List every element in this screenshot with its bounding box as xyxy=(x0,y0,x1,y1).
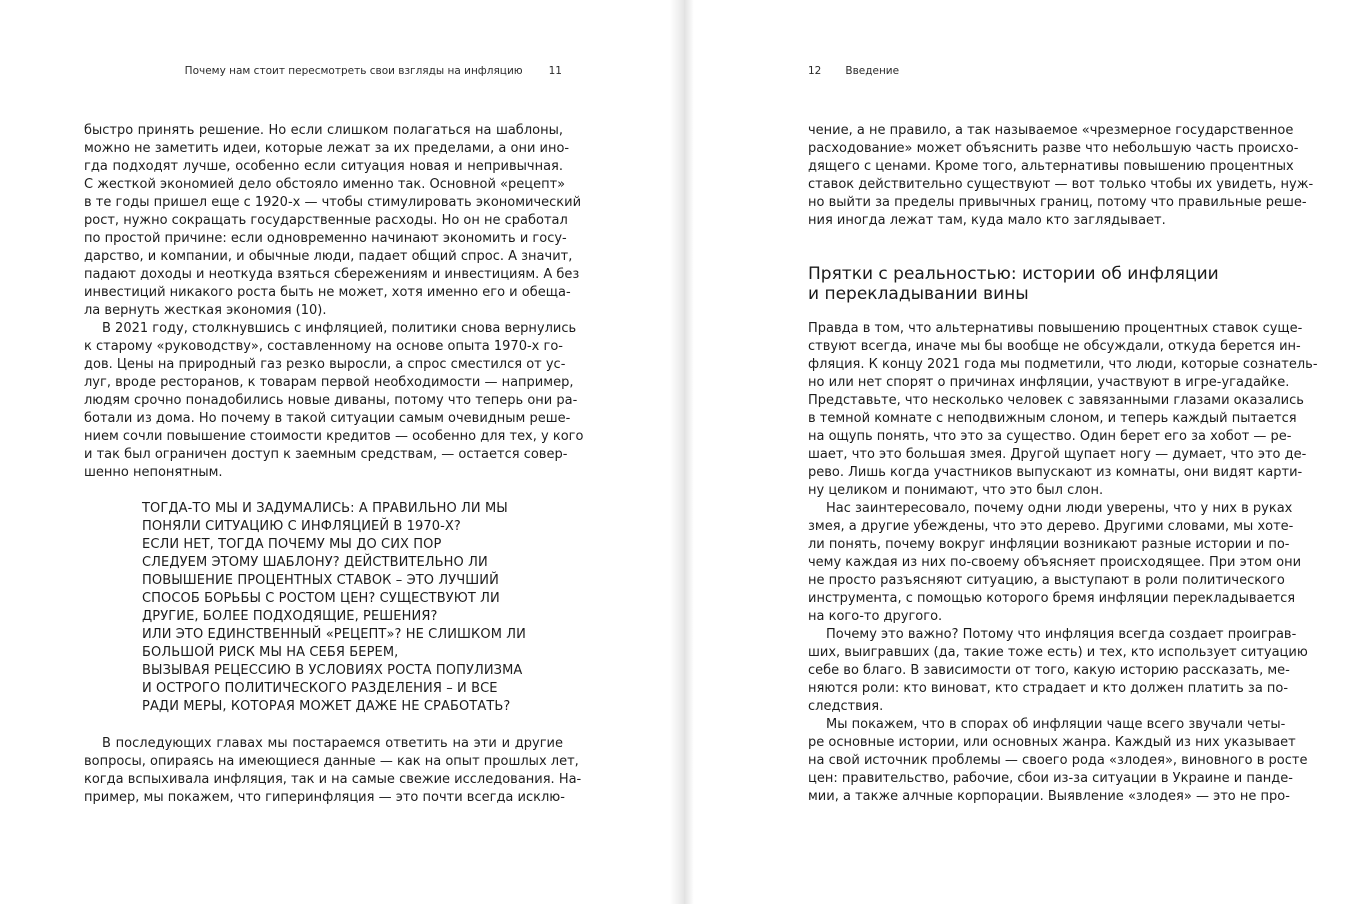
text-line: мии, а также алчные корпорации. Выявление «злодея» — это не про- xyxy=(808,789,1290,804)
left-paragraph-3 xyxy=(84,735,582,807)
text-line: няются роли: кто виноват, кто страдает и кто должен платить за по- xyxy=(808,681,1289,696)
quote-line: ТОГДА-ТО МЫ И ЗАДУМАЛИСЬ: А ПРАВИЛЬНО ЛИ МЫ xyxy=(142,501,508,516)
text-line: расходование» может объяснить разве что небольшую часть происхо- xyxy=(808,141,1299,156)
text-line: дарство, и компании, и обычные люди, падает общий спрос. А значит, xyxy=(84,249,573,264)
text-line: быстро принять решение. Но если слишком полагаться на шаблоны, xyxy=(84,123,563,138)
right-page xyxy=(684,0,1370,904)
text-line: рост, нужно сокращать государственные расходы. Но он не сработал xyxy=(84,213,568,228)
quote-line: ВЫЗЫВАЯ РЕЦЕССИЮ В УСЛОВИЯХ РОСТА ПОПУЛИЗМА xyxy=(142,663,523,678)
quote-line: ПОВЫШЕНИЕ ПРОЦЕНТНЫХ СТАВОК – ЭТО ЛУЧШИЙ xyxy=(142,573,499,588)
running-head-title: Почему нам стоит пересмотреть свои взгляды на инфляцию xyxy=(184,65,523,77)
text-line: ли понять, почему вокруг инфляции возникают разные истории и по- xyxy=(808,537,1290,552)
text-line: ну целиком и понимают, что это был слон. xyxy=(808,483,1104,498)
text-line: пример, мы покажем, что гиперинфляция — это почти всегда исклю- xyxy=(84,790,565,805)
left-page xyxy=(0,0,684,904)
text-line: не просто разъясняют ситуацию, а выступают в роли политического xyxy=(808,573,1285,588)
left-paragraph-1 xyxy=(84,122,584,482)
text-line: можно не заметить идеи, которые лежат за их пределами, а они ино- xyxy=(84,141,570,156)
text-line: шает, что это большая змея. Другой щупает ногу — думает, что это де- xyxy=(808,447,1307,462)
text-line: луг, вроде ресторанов, к товарам первой необходимости — например, xyxy=(84,375,574,390)
text-line: цен: правительство, рабочие, сбои из-за ситуации в Украине и панде- xyxy=(808,771,1293,786)
text-line: в темной комнате с неподвижным слоном, и теперь каждый пытается xyxy=(808,411,1297,426)
text-line: С жесткой экономией дело обстояло именно так. Основной «рецепт» xyxy=(84,177,566,192)
gutter-shadow xyxy=(670,0,684,904)
quote-line: РАДИ МЕРЫ, КОТОРАЯ МОЖЕТ ДАЖЕ НЕ СРАБОТАТЬ? xyxy=(142,699,511,714)
text-line: к старому «руководству», составленному на основе опыта 1970-х го- xyxy=(84,339,563,354)
text-line: ла вернуть жесткая экономия (10). xyxy=(84,303,327,318)
text-line: Мы покажем, что в спорах об инфляции чаще всего звучали четы- xyxy=(826,717,1286,732)
gutter-shadow xyxy=(684,0,694,904)
text-line: людям срочно понадобились новые диваны, потому что теперь они ра- xyxy=(84,393,578,408)
text-line: инструмента, с помощью которого бремя инфляции перекладывается xyxy=(808,591,1296,606)
text-line: В последующих главах мы постараемся ответить на эти и другие xyxy=(102,736,563,751)
text-line: ставок действительно существуют — вот только чтобы их увидеть, нуж- xyxy=(808,177,1314,192)
right-running-head xyxy=(808,65,899,77)
running-head-title: Введение xyxy=(845,65,900,77)
quote-line: И ОСТРОГО ПОЛИТИЧЕСКОГО РАЗДЕЛЕНИЯ – И ВСЕ xyxy=(142,681,498,696)
text-line: Нас заинтересовало, почему одни люди уверены, что у них в руках xyxy=(826,501,1293,516)
text-line: Почему это важно? Потому что инфляция всегда создает проиграв- xyxy=(826,627,1297,642)
quote-line: ДРУГИЕ, БОЛЕЕ ПОДХОДЯЩИЕ, РЕШЕНИЯ? xyxy=(142,609,438,624)
text-line: ших, выигравших (да, такие тоже есть) и тех, кто использует ситуацию xyxy=(808,645,1308,660)
right-paragraph-1 xyxy=(808,122,1314,230)
text-line: на свой источник проблемы — своего рода «злодея», виновного в росте xyxy=(808,753,1308,768)
text-line: инвестиций никакого роста быть не может, хотя именно его и обеща- xyxy=(84,285,571,300)
text-line: себе во благо. В зависимости от того, какую историю рассказать, ме- xyxy=(808,663,1290,678)
quote-line: СПОСОБ БОРЬБЫ С РОСТОМ ЦЕН? СУЩЕСТВУЮТ ЛИ xyxy=(142,591,500,606)
page-number: 12 xyxy=(808,65,822,77)
right-body xyxy=(808,320,1318,806)
text-line: когда вспыхивала инфляция, так и на самые свежие исследования. На- xyxy=(84,772,582,787)
quote-line: ЕСЛИ НЕТ, ТОГДА ПОЧЕМУ МЫ ДО СИХ ПОР xyxy=(142,537,442,552)
text-line: рево. Лишь когда участников выпускают из комнаты, они видят карти- xyxy=(808,465,1303,480)
text-line: змея, а другие убеждены, что это дерево. Другими словами, мы хоте- xyxy=(808,519,1294,534)
text-line: В 2021 году, столкнувшись с инфляцией, политики снова вернулись xyxy=(102,321,577,336)
text-line: ре основные истории, или основных жанра. Каждый из них указывает xyxy=(808,735,1296,750)
text-line: падают доходы и неоткуда взяться сбережениям и инвестициям. А без xyxy=(84,267,580,282)
text-line: но выйти за пределы привычных границ, потому что правильные реше- xyxy=(808,195,1307,210)
text-line: Правда в том, что альтернативы повышению процентных ставок суще- xyxy=(808,321,1303,336)
heading-line: и перекладывании вины xyxy=(808,284,1029,304)
text-line: в те годы пришел еще с 1920-х — чтобы стимулировать экономический xyxy=(84,195,582,210)
heading-line: Прятки с реальностью: истории об инфляции xyxy=(808,264,1219,284)
text-line: но или нет спорят о причинах инфляции, участвуют в игре-угадайке. xyxy=(808,375,1290,390)
text-line: фляция. К концу 2021 года мы подметили, что люди, которые сознатель- xyxy=(808,357,1318,372)
text-line: ботали из дома. Но почему в такой ситуации самым очевидным реше- xyxy=(84,411,571,426)
text-line: чему каждая из них по-своему объясняет происходящее. При этом они xyxy=(808,555,1302,570)
page-number: 11 xyxy=(548,65,562,77)
text-line: вопросы, опираясь на имеющиеся данные — как на опыт прошлых лет, xyxy=(84,754,579,769)
text-line: на кого-то другого. xyxy=(808,609,943,624)
text-line: Представьте, что несколько человек с завязанными глазами оказались xyxy=(808,393,1304,408)
text-line: шенно непонятным. xyxy=(84,465,223,480)
quote-line: ИЛИ ЭТО ЕДИНСТВЕННЫЙ «РЕЦЕПТ»? НЕ СЛИШКОМ ЛИ xyxy=(142,627,526,642)
text-line: по простой причине: если одновременно начинают экономить и госу- xyxy=(84,231,567,246)
quote-line: ПОНЯЛИ СИТУАЦИЮ С ИНФЛЯЦИЕЙ В 1970-Х? xyxy=(142,519,461,534)
quote-line: БОЛЬШОЙ РИСК МЫ НА СЕБЯ БЕРЕМ, xyxy=(142,645,399,660)
pull-quote xyxy=(142,500,526,716)
text-line: на ощупь понять, что это за существо. Один берет его за хобот — ре- xyxy=(808,429,1292,444)
text-line: следствия. xyxy=(808,699,884,714)
text-line: ния иногда лежат там, куда мало кто заглядывает. xyxy=(808,213,1166,228)
text-line: и так был ограничен доступ к заемным средствам, — остается совер- xyxy=(84,447,568,462)
text-line: нием сочли повышение стоимости кредитов — особенно для тех, у кого xyxy=(84,429,584,444)
text-line: чение, а не правило, а так называемое «чрезмерное государственное xyxy=(808,123,1294,138)
left-running-head xyxy=(185,65,562,77)
quote-line: СЛЕДУЕМ ЭТОМУ ШАБЛОНУ? ДЕЙСТВИТЕЛЬНО ЛИ xyxy=(142,555,488,570)
text-line: дов. Цены на природный газ резко выросли, а спрос сместился от ус- xyxy=(84,357,566,372)
text-line: гда подходят лучше, особенно если ситуация новая и непривычная. xyxy=(84,159,563,174)
text-line: дящего с ценами. Кроме того, альтернативы повышению процентных xyxy=(808,159,1294,174)
text-line: ствуют всегда, иначе мы бы вообще не обсуждали, откуда берется ин- xyxy=(808,339,1301,354)
section-heading xyxy=(808,264,1219,304)
